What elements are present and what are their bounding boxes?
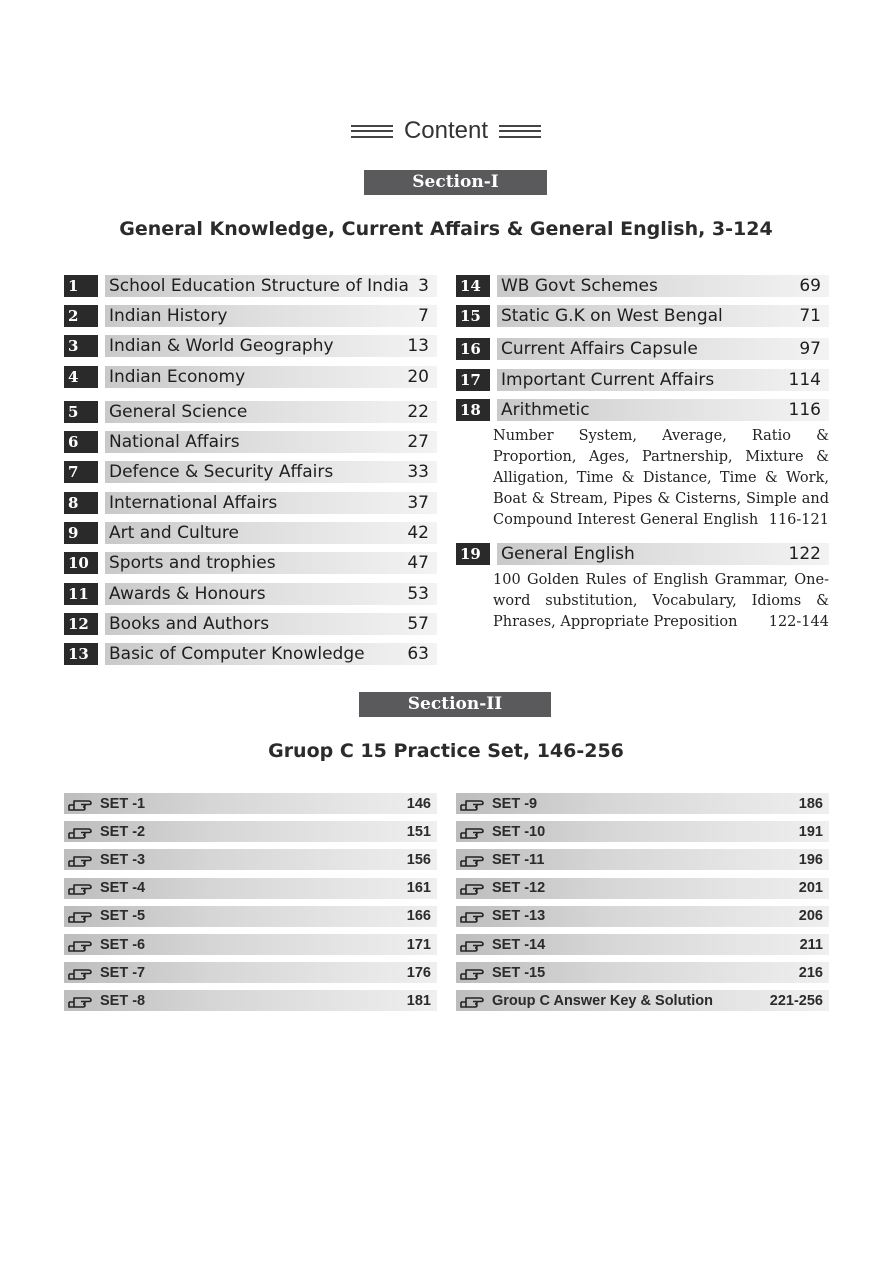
chapter-title: Indian & World Geography <box>109 336 334 356</box>
toc-entry[interactable] <box>64 305 437 327</box>
title-decoration-right <box>499 125 541 138</box>
pointing-hand-icon <box>68 824 92 840</box>
chapter-page: 69 <box>799 276 821 296</box>
chapter-page: 22 <box>407 402 429 422</box>
chapter-page: 53 <box>407 584 429 604</box>
pointing-hand-icon <box>68 993 92 1009</box>
practice-set-entry[interactable] <box>456 906 829 927</box>
set-page: 151 <box>406 823 431 840</box>
chapter-number: 1 <box>64 275 98 297</box>
chapter-bar <box>105 522 437 544</box>
chapter-number: 4 <box>64 366 98 388</box>
set-title: SET -9 <box>492 795 538 812</box>
toc-entry[interactable] <box>64 643 437 665</box>
pointing-hand-icon <box>68 880 92 896</box>
chapter-number: 8 <box>64 492 98 514</box>
chapter-bar <box>497 543 829 565</box>
chapter-number: 18 <box>456 399 490 421</box>
set-page: 186 <box>798 795 823 812</box>
set-title: SET -15 <box>492 964 546 981</box>
practice-set-entry[interactable] <box>456 990 829 1011</box>
section-2-badge: Section-II <box>359 692 551 717</box>
chapter-number: 10 <box>64 552 98 574</box>
set-title: SET -14 <box>492 936 546 953</box>
pointing-hand-icon <box>68 937 92 953</box>
chapter-page: 27 <box>407 432 429 452</box>
chapter-number: 17 <box>456 369 490 391</box>
practice-set-entry[interactable] <box>456 849 829 870</box>
chapter-bar <box>105 366 437 388</box>
toc-entry[interactable] <box>456 399 829 421</box>
chapter-page: 47 <box>407 553 429 573</box>
chapter-bar <box>105 552 437 574</box>
pointing-hand-icon <box>460 796 484 812</box>
toc-entry[interactable] <box>456 369 829 391</box>
arithmetic-topics: Number System, Average, Ratio & Proportion, Ages, Partnership, Mixture & Alligation, Time & Distance, Time & Work, Boat & Stream, Pipes & Cisterns, Simple and Compound Interest General English <box>493 428 829 528</box>
chapter-number: 2 <box>64 305 98 327</box>
content-title <box>0 117 892 145</box>
chapter-bar <box>105 613 437 635</box>
title-decoration-left <box>351 125 393 138</box>
chapter-title: Indian History <box>109 306 228 326</box>
chapter-number: 11 <box>64 583 98 605</box>
chapter-page: 71 <box>799 306 821 326</box>
practice-set-entry[interactable] <box>64 878 437 899</box>
set-title: SET -12 <box>492 880 546 897</box>
chapter-bar <box>105 275 437 297</box>
pointing-hand-icon <box>460 824 484 840</box>
chapter-number: 9 <box>64 522 98 544</box>
practice-set-entry[interactable] <box>64 962 437 983</box>
set-title: SET -10 <box>492 823 546 840</box>
pointing-hand-icon <box>460 993 484 1009</box>
set-title: Group C Answer Key & Solution <box>492 992 714 1009</box>
chapter-bar <box>497 305 829 327</box>
set-page: 201 <box>798 880 823 897</box>
pointing-hand-icon <box>68 908 92 924</box>
chapter-title: Awards & Honours <box>109 584 266 604</box>
chapter-title: School Education Structure of India <box>109 276 409 296</box>
english-description <box>493 570 829 633</box>
content-title-text: Content <box>403 117 489 144</box>
chapter-page: 57 <box>407 614 429 634</box>
chapter-bar <box>105 643 437 665</box>
toc-entry[interactable] <box>64 583 437 605</box>
chapter-title: WB Govt Schemes <box>501 276 658 296</box>
chapter-page: 7 <box>418 306 429 326</box>
chapter-number: 19 <box>456 543 490 565</box>
set-page: 211 <box>799 936 823 953</box>
set-page: 196 <box>798 851 823 868</box>
chapter-bar <box>497 369 829 391</box>
pointing-hand-icon <box>68 796 92 812</box>
toc-entry[interactable] <box>456 305 829 327</box>
practice-set-entry[interactable] <box>64 906 437 927</box>
set-page: 171 <box>406 936 431 953</box>
chapter-number: 3 <box>64 335 98 357</box>
practice-set-entry[interactable] <box>456 878 829 899</box>
chapter-page: 13 <box>407 336 429 356</box>
set-page: 206 <box>798 908 823 925</box>
english-topics: 100 Golden Rules of English Grammar, One-word substitution, Vocabulary, Idioms & Phrases, Appropriate Preposition <box>493 572 829 630</box>
chapter-title: Basic of Computer Knowledge <box>109 644 365 664</box>
set-page: 176 <box>406 964 431 981</box>
set-page: 156 <box>406 851 431 868</box>
arithmetic-topics-page: 116-121 <box>768 512 829 528</box>
pointing-hand-icon <box>460 908 484 924</box>
chapter-title: General Science <box>109 402 248 422</box>
set-title: SET -4 <box>100 880 146 897</box>
chapter-title: Indian Economy <box>109 367 246 387</box>
chapter-title: National Affairs <box>109 432 240 452</box>
chapter-bar <box>105 583 437 605</box>
chapter-bar <box>105 461 437 483</box>
chapter-page: 97 <box>799 339 821 359</box>
chapter-title: Current Affairs Capsule <box>501 339 698 359</box>
toc-entry[interactable] <box>64 401 437 423</box>
toc-entry[interactable] <box>64 492 437 514</box>
toc-entry[interactable] <box>64 366 437 388</box>
toc-entry[interactable] <box>64 552 437 574</box>
set-page: 191 <box>798 823 823 840</box>
set-page: 166 <box>406 908 431 925</box>
chapter-page: 37 <box>407 493 429 513</box>
chapter-page: 42 <box>407 523 429 543</box>
set-page: 221-256 <box>769 992 823 1009</box>
pointing-hand-icon <box>460 852 484 868</box>
toc-entry[interactable] <box>456 275 829 297</box>
chapter-title: Defence & Security Affairs <box>109 462 334 482</box>
chapter-bar <box>105 335 437 357</box>
chapter-page: 20 <box>407 367 429 387</box>
chapter-number: 5 <box>64 401 98 423</box>
toc-entry[interactable] <box>64 613 437 635</box>
chapter-bar <box>497 338 829 360</box>
chapter-number: 7 <box>64 461 98 483</box>
toc-entry[interactable] <box>64 461 437 483</box>
practice-set-entry[interactable] <box>64 934 437 955</box>
chapter-title: Sports and trophies <box>109 553 276 573</box>
practice-set-entry[interactable] <box>64 821 437 842</box>
chapter-number: 12 <box>64 613 98 635</box>
chapter-title: Static G.K on West Bengal <box>501 306 723 326</box>
set-title: SET -3 <box>100 851 146 868</box>
chapter-page: 63 <box>407 644 429 664</box>
english-topics-page: 122-144 <box>768 614 829 630</box>
set-title: SET -5 <box>100 908 146 925</box>
set-page: 181 <box>406 992 431 1009</box>
section-2-heading: Gruop C 15 Practice Set, 146-256 <box>268 740 624 762</box>
chapter-bar <box>105 305 437 327</box>
arithmetic-description <box>493 426 829 531</box>
chapter-bar <box>497 399 829 421</box>
chapter-page: 3 <box>418 276 429 296</box>
chapter-number: 16 <box>456 338 490 360</box>
chapter-page: 122 <box>788 544 821 564</box>
pointing-hand-icon <box>68 965 92 981</box>
chapter-bar <box>105 431 437 453</box>
toc-entry[interactable] <box>64 431 437 453</box>
practice-set-entry[interactable] <box>456 793 829 814</box>
chapter-title: Art and Culture <box>109 523 239 543</box>
pointing-hand-icon <box>460 880 484 896</box>
chapter-number: 14 <box>456 275 490 297</box>
section-1-heading: General Knowledge, Current Affairs & General English, 3-124 <box>119 218 773 240</box>
chapter-title: Important Current Affairs <box>501 370 715 390</box>
chapter-title: Books and Authors <box>109 614 270 634</box>
chapter-number: 13 <box>64 643 98 665</box>
section-1-badge: Section-I <box>364 170 547 195</box>
chapter-number: 6 <box>64 431 98 453</box>
set-title: SET -13 <box>492 908 546 925</box>
pointing-hand-icon <box>68 852 92 868</box>
set-title: SET -8 <box>100 992 146 1009</box>
set-title: SET -6 <box>100 936 146 953</box>
set-page: 161 <box>406 880 431 897</box>
practice-set-entry[interactable] <box>64 990 437 1011</box>
set-title: SET -11 <box>492 851 545 868</box>
chapter-bar <box>105 492 437 514</box>
toc-entry[interactable] <box>456 543 829 565</box>
chapter-page: 114 <box>788 370 821 390</box>
chapter-title: Arithmetic <box>501 400 590 420</box>
chapter-bar <box>497 275 829 297</box>
toc-entry[interactable] <box>64 275 437 297</box>
chapter-page: 116 <box>788 400 821 420</box>
chapter-title: General English <box>501 544 635 564</box>
pointing-hand-icon <box>460 965 484 981</box>
practice-set-entry[interactable] <box>64 793 437 814</box>
practice-set-entry[interactable] <box>456 934 829 955</box>
chapter-title: International Affairs <box>109 493 278 513</box>
set-title: SET -2 <box>100 823 146 840</box>
set-title: SET -7 <box>100 964 146 981</box>
practice-set-entry[interactable] <box>456 821 829 842</box>
practice-set-entry[interactable] <box>64 849 437 870</box>
toc-entry[interactable] <box>64 335 437 357</box>
set-page: 146 <box>406 795 431 812</box>
pointing-hand-icon <box>460 937 484 953</box>
toc-entry[interactable] <box>64 522 437 544</box>
set-page: 216 <box>798 964 823 981</box>
chapter-bar <box>105 401 437 423</box>
chapter-page: 33 <box>407 462 429 482</box>
practice-set-entry[interactable] <box>456 962 829 983</box>
set-title: SET -1 <box>100 795 146 812</box>
chapter-number: 15 <box>456 305 490 327</box>
toc-entry[interactable] <box>456 338 829 360</box>
